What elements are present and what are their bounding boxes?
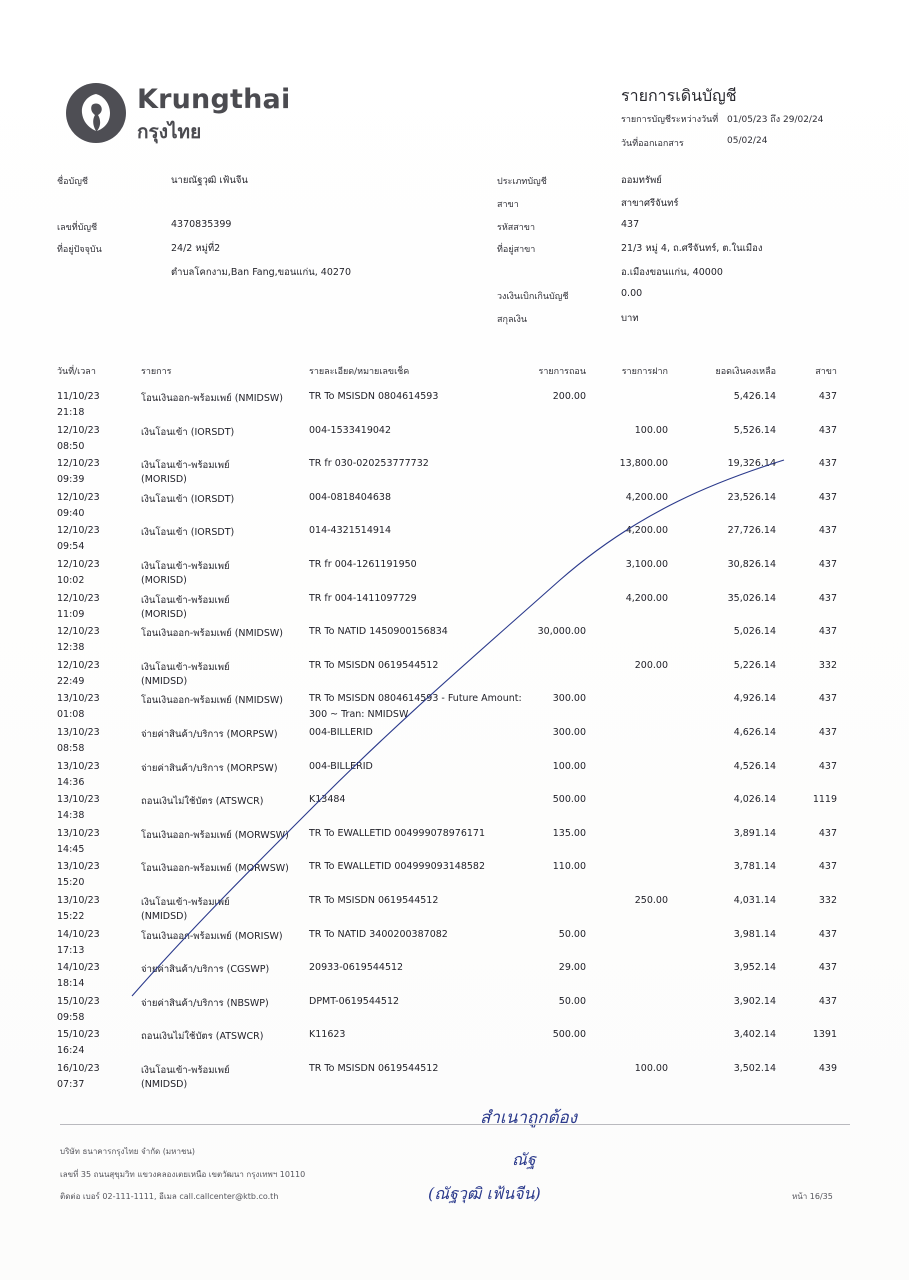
cell-desc: เงินโอนเข้า-พร้อมเพย์ <box>141 1065 230 1076</box>
cell-desc: จ่ายค่าสินค้า/บริการ (CGSWP) <box>141 964 270 976</box>
cell-deposit: 100.00 <box>634 424 668 436</box>
cell-time: 09:40 <box>57 507 85 519</box>
col-header-deposit: รายการฝาก <box>621 367 668 377</box>
address-label: ที่อยู่ปัจจุบัน <box>57 245 102 255</box>
cell-desc: เงินโอนเข้า-พร้อมเพย์ <box>141 561 230 572</box>
account-type-value: ออมทรัพย์ <box>621 175 662 186</box>
cell-time: 08:58 <box>57 743 85 754</box>
cell-detail2: 300 ~ Tran: NMIDSW <box>309 709 409 721</box>
cell-desc: เงินโอนเข้า (IORSDT) <box>141 426 235 438</box>
print-date-label: วันที่ออกเอกสาร <box>621 139 684 149</box>
cell-branch: 437 <box>818 592 837 604</box>
bank-name-th: กรุงไทย <box>137 121 202 143</box>
cell-desc: โอนเงินออก-พร้อมเพย์ (MORWSW) <box>141 829 289 841</box>
cell-detail: TR To EWALLETID 004999078976171 <box>309 827 486 839</box>
cell-date: 16/10/23 <box>57 1063 100 1074</box>
cell-balance: 5,426.14 <box>733 391 776 402</box>
cell-detail: TR To MSISDN 0619544512 <box>309 1063 439 1074</box>
col-header-datetime: วันที่/เวลา <box>57 367 96 377</box>
cell-detail: TR To NATID 3400200387082 <box>309 928 448 940</box>
cell-balance: 5,526.14 <box>733 424 776 436</box>
cell-withdraw: 29.00 <box>558 962 586 974</box>
cell-withdraw: 500.00 <box>552 1029 586 1041</box>
cell-detail: TR fr 030-020253777732 <box>309 458 429 470</box>
cell-deposit: 100.00 <box>634 1063 668 1074</box>
cell-withdraw: 110.00 <box>552 861 586 873</box>
cell-deposit: 4,200.00 <box>625 592 668 604</box>
cell-time: 15:22 <box>57 911 85 922</box>
cell-time: 10:02 <box>57 575 85 586</box>
cell-date: 14/10/23 <box>57 962 100 974</box>
cell-date: 11/10/23 <box>57 391 100 402</box>
currency-value: บาท <box>621 313 639 324</box>
cell-time: 14:45 <box>57 843 85 855</box>
krungthai-logo-icon <box>65 82 127 144</box>
footer-contact: ติดต่อ เบอร์ 02-111-1111, อีเมล call.callcenter@ktb.co.th <box>60 1192 279 1201</box>
cell-desc2: (MORISD) <box>141 474 187 486</box>
cell-detail: TR To MSISDN 0804614593 <box>309 391 439 402</box>
cell-desc2: (NMIDSD) <box>141 911 188 922</box>
cell-time: 17:13 <box>57 944 85 956</box>
cell-desc: เงินโอนเข้า (IORSDT) <box>141 527 235 539</box>
branch-code-value: 437 <box>621 219 640 230</box>
cell-branch: 437 <box>818 391 837 402</box>
cell-desc: เงินโอนเข้า-พร้อมเพย์ <box>141 594 230 606</box>
cell-balance: 4,026.14 <box>733 794 776 806</box>
cell-time: 07:37 <box>57 1079 85 1090</box>
cell-date: 13/10/23 <box>57 827 100 839</box>
cell-balance: 27,726.14 <box>727 525 776 537</box>
cell-balance: 3,952.14 <box>733 962 776 974</box>
cell-desc: โอนเงินออก-พร้อมเพย์ (MORISW) <box>141 930 283 942</box>
page-number: หน้า 16/35 <box>792 1192 833 1201</box>
bank-name-en: Krungthai <box>137 84 291 115</box>
cell-time: 12:38 <box>57 642 85 654</box>
cell-date: 12/10/23 <box>57 525 100 537</box>
cell-time: 01:08 <box>57 709 85 721</box>
cell-withdraw: 300.00 <box>552 727 586 738</box>
account-name-value: นายณัฐวุฒิ เฟ้นจีน <box>171 175 248 186</box>
cell-withdraw: 300.00 <box>552 693 586 705</box>
cell-balance: 35,026.14 <box>727 592 776 604</box>
account-number-label: เลขที่บัญชี <box>57 223 98 233</box>
footer-divider <box>60 1124 850 1125</box>
cell-date: 12/10/23 <box>57 458 100 470</box>
cell-deposit: 250.00 <box>634 895 668 906</box>
print-date-value: 05/02/24 <box>727 136 768 146</box>
footer-company: บริษัท ธนาคารกรุงไทย จำกัด (มหาชน) <box>60 1147 195 1156</box>
cell-date: 13/10/23 <box>57 794 100 806</box>
cell-balance: 3,902.14 <box>733 995 776 1007</box>
branch-label: สาขา <box>497 200 519 210</box>
cell-branch: 1119 <box>812 794 837 806</box>
cell-withdraw: 200.00 <box>552 391 586 402</box>
cell-balance: 3,402.14 <box>733 1029 776 1041</box>
cell-deposit: 200.00 <box>634 659 668 671</box>
cell-date: 13/10/23 <box>57 727 100 738</box>
overdraft-value: 0.00 <box>621 288 643 299</box>
account-name-label: ชื่อบัญชี <box>57 177 89 187</box>
cell-detail: TR fr 004-1261191950 <box>309 559 417 570</box>
cell-desc: เงินโอนเข้า-พร้อมเพย์ <box>141 897 230 908</box>
cell-withdraw: 100.00 <box>552 760 586 772</box>
cell-withdraw: 30,000.00 <box>537 626 586 638</box>
cell-branch: 437 <box>818 693 837 705</box>
cell-time: 14:38 <box>57 810 85 822</box>
cell-desc: ถอนเงินไม่ใช้บัตร (ATSWCR) <box>141 1031 264 1043</box>
branch-address-line2: อ.เมืองขอนแก่น, 40000 <box>621 267 723 278</box>
cell-branch: 1391 <box>812 1029 837 1041</box>
period-value: 01/05/23 ถึง 29/02/24 <box>727 115 824 125</box>
branch-address-line1: 21/3 หมู่ 4, ถ.ศรีจันทร์, ต.ในเมือง <box>621 243 763 254</box>
cell-desc: เงินโอนเข้า-พร้อมเพย์ <box>141 460 230 472</box>
cell-detail: 004-BILLERID <box>309 727 373 738</box>
overdraft-label: วงเงินเบิกเกินบัญชี <box>497 292 569 302</box>
cell-detail: TR To MSISDN 0804614593 - Future Amount: <box>309 693 522 705</box>
cell-date: 13/10/23 <box>57 895 100 906</box>
period-label: รายการบัญชีระหว่างวันที่ <box>621 115 719 125</box>
cell-withdraw: 50.00 <box>558 995 586 1007</box>
cell-desc2: (MORISD) <box>141 575 187 586</box>
cell-branch: 437 <box>818 559 837 570</box>
account-number-value: 4370835399 <box>171 219 232 230</box>
cell-time: 16:24 <box>57 1045 85 1057</box>
cell-detail: K13484 <box>309 794 346 806</box>
cell-branch: 437 <box>818 928 837 940</box>
cell-branch: 437 <box>818 962 837 974</box>
cell-balance: 30,826.14 <box>727 559 776 570</box>
col-header-withdraw: รายการถอน <box>538 367 586 377</box>
address-line1: 24/2 หมู่ที่2 <box>171 243 221 254</box>
cell-date: 13/10/23 <box>57 861 100 873</box>
cell-balance: 4,526.14 <box>733 760 776 772</box>
cell-balance: 4,626.14 <box>733 727 776 738</box>
cell-balance: 3,981.14 <box>733 928 776 940</box>
cell-withdraw: 135.00 <box>552 827 586 839</box>
cell-time: 21:18 <box>57 407 85 418</box>
branch-value: สาขาศรีจันทร์ <box>621 198 679 209</box>
cell-detail: DPMT-0619544512 <box>309 995 400 1007</box>
page-title: รายการเดินบัญชี <box>621 86 737 105</box>
cell-desc: จ่ายค่าสินค้า/บริการ (MORPSW) <box>141 762 278 774</box>
cell-branch: 332 <box>818 659 837 671</box>
branch-address-label: ที่อยู่สาขา <box>497 245 536 255</box>
cell-branch: 437 <box>818 626 837 638</box>
cell-time: 08:50 <box>57 440 85 452</box>
cell-date: 12/10/23 <box>57 491 100 503</box>
cell-detail: TR To MSISDN 0619544512 <box>309 895 439 906</box>
cell-detail: TR To EWALLETID 004999093148582 <box>309 861 486 873</box>
cell-deposit: 3,100.00 <box>625 559 668 570</box>
cell-time: 22:49 <box>57 675 85 687</box>
cell-time: 18:14 <box>57 978 85 990</box>
cell-time: 09:58 <box>57 1011 85 1023</box>
col-header-description: รายการ <box>141 367 172 377</box>
cell-branch: 437 <box>818 491 837 503</box>
currency-label: สกุลเงิน <box>497 315 528 325</box>
cell-date: 12/10/23 <box>57 559 100 570</box>
cell-time: 09:39 <box>57 474 85 486</box>
cell-branch: 439 <box>818 1063 837 1074</box>
cell-branch: 437 <box>818 827 837 839</box>
cell-balance: 3,891.14 <box>733 827 776 839</box>
cell-desc2: (NMIDSD) <box>141 1079 188 1090</box>
signature-certify: สำเนาถูกต้อง <box>480 1108 578 1128</box>
cell-detail: TR To NATID 1450900156834 <box>309 626 448 638</box>
cell-withdraw: 500.00 <box>552 794 586 806</box>
cell-detail: 014-4321514914 <box>309 525 392 537</box>
col-header-detail: รายละเอียด/หมายเลขเช็ค <box>309 367 410 377</box>
cell-time: 11:09 <box>57 608 85 620</box>
cell-branch: 437 <box>818 458 837 470</box>
cell-detail: 004-0818404638 <box>309 491 392 503</box>
cell-desc: โอนเงินออก-พร้อมเพย์ (MORWSW) <box>141 863 289 875</box>
cell-desc: จ่ายค่าสินค้า/บริการ (NBSWP) <box>141 997 269 1009</box>
cell-branch: 437 <box>818 861 837 873</box>
cell-desc: โอนเงินออก-พร้อมเพย์ (NMIDSW) <box>141 628 283 640</box>
col-header-balance: ยอดเงินคงเหลือ <box>715 367 776 377</box>
cell-date: 12/10/23 <box>57 659 100 671</box>
cell-date: 15/10/23 <box>57 995 100 1007</box>
cell-date: 12/10/23 <box>57 626 100 638</box>
cell-time: 15:20 <box>57 877 85 889</box>
signature-name: (ณัฐวุฒิ เฟ้นจีน) <box>428 1184 541 1203</box>
cell-desc: เงินโอนเข้า-พร้อมเพย์ <box>141 661 230 673</box>
cell-balance: 4,926.14 <box>733 693 776 705</box>
cell-desc: โอนเงินออก-พร้อมเพย์ (NMIDSW) <box>141 393 283 404</box>
cell-desc2: (MORISD) <box>141 608 187 620</box>
cell-detail: 20933-0619544512 <box>309 962 404 974</box>
cell-time: 14:36 <box>57 776 85 788</box>
cell-detail: 004-BILLERID <box>309 760 373 772</box>
cell-balance: 23,526.14 <box>727 491 776 503</box>
cell-balance: 3,781.14 <box>733 861 776 873</box>
cell-branch: 437 <box>818 760 837 772</box>
cell-detail: K11623 <box>309 1029 346 1041</box>
cell-desc: โอนเงินออก-พร้อมเพย์ (NMIDSW) <box>141 695 283 707</box>
cell-date: 13/10/23 <box>57 760 100 772</box>
signature-mark: ณัฐ <box>512 1150 536 1169</box>
cell-date: 12/10/23 <box>57 424 100 436</box>
cell-balance: 5,226.14 <box>733 659 776 671</box>
cell-desc: จ่ายค่าสินค้า/บริการ (MORPSW) <box>141 729 278 740</box>
cell-detail: TR To MSISDN 0619544512 <box>309 659 439 671</box>
address-line2: ตำบลโคกงาม,Ban Fang,ขอนแก่น, 40270 <box>171 267 352 278</box>
cell-branch: 437 <box>818 525 837 537</box>
cell-branch: 437 <box>818 727 837 738</box>
cell-balance: 3,502.14 <box>733 1063 776 1074</box>
cell-balance: 5,026.14 <box>733 626 776 638</box>
cell-date: 12/10/23 <box>57 592 100 604</box>
cell-balance: 19,326.14 <box>727 458 776 470</box>
account-type-label: ประเภทบัญชี <box>497 177 547 187</box>
cell-desc: เงินโอนเข้า (IORSDT) <box>141 493 235 505</box>
cell-balance: 4,031.14 <box>733 895 776 906</box>
cell-desc2: (NMIDSD) <box>141 675 188 687</box>
cell-desc: ถอนเงินไม่ใช้บัตร (ATSWCR) <box>141 796 264 808</box>
footer-address: เลขที่ 35 ถนนสุขุมวิท แขวงคลองเตยเหนือ เขตวัฒนา กรุงเทพฯ 10110 <box>60 1170 306 1179</box>
cell-date: 15/10/23 <box>57 1029 100 1041</box>
cell-branch: 437 <box>818 995 837 1007</box>
cell-withdraw: 50.00 <box>558 928 586 940</box>
cell-detail: TR fr 004-1411097729 <box>309 592 417 604</box>
branch-code-label: รหัสสาขา <box>497 223 536 233</box>
cell-date: 13/10/23 <box>57 693 100 705</box>
cell-date: 14/10/23 <box>57 928 100 940</box>
cell-deposit: 13,800.00 <box>619 458 668 470</box>
cell-time: 09:54 <box>57 541 85 553</box>
cell-detail: 004-1533419042 <box>309 424 392 436</box>
cell-branch: 332 <box>818 895 837 906</box>
cell-deposit: 4,200.00 <box>625 525 668 537</box>
cell-branch: 437 <box>818 424 837 436</box>
col-header-branch: สาขา <box>815 367 837 377</box>
cell-deposit: 4,200.00 <box>625 491 668 503</box>
